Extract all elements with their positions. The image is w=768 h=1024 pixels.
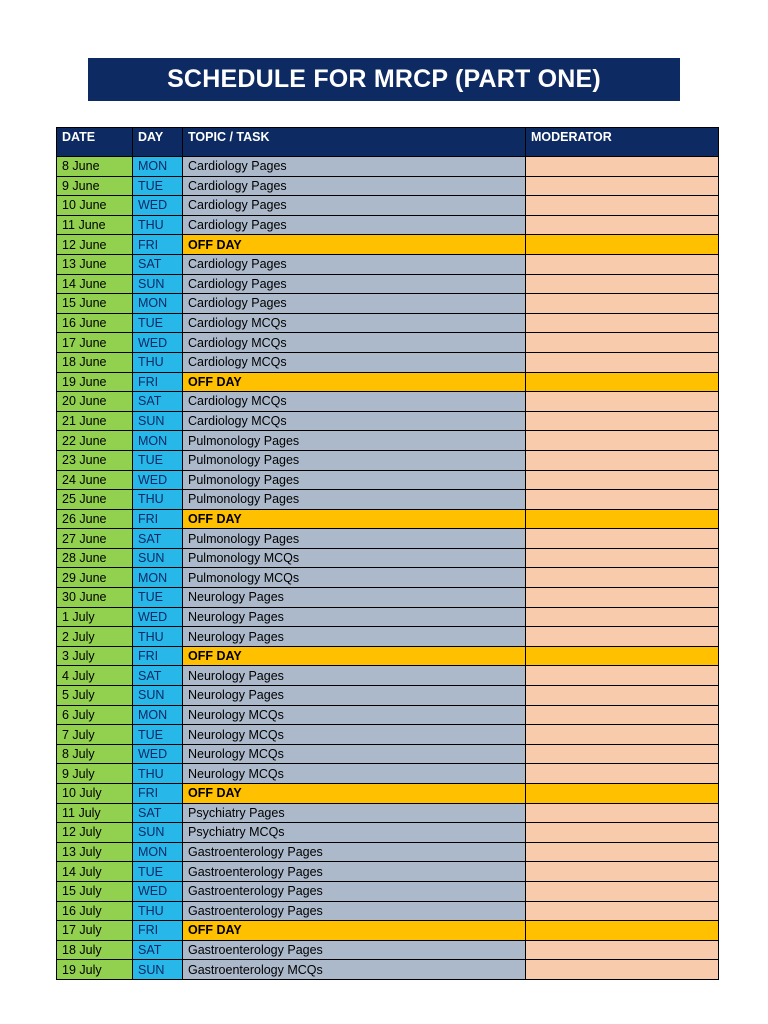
date-cell: 22 June (57, 431, 133, 451)
topic-cell: Neurology Pages (183, 666, 526, 686)
moderator-cell (526, 764, 719, 784)
date-cell: 9 July (57, 764, 133, 784)
topic-cell: Psychiatry Pages (183, 803, 526, 823)
moderator-cell (526, 686, 719, 706)
topic-cell: Gastroenterology Pages (183, 901, 526, 921)
date-cell: 16 June (57, 313, 133, 333)
day-cell: TUE (133, 725, 183, 745)
moderator-cell (526, 176, 719, 196)
date-cell: 27 June (57, 529, 133, 549)
topic-cell: Cardiology Pages (183, 274, 526, 294)
table-row (57, 960, 719, 980)
table-row (57, 490, 719, 510)
date-cell: 9 June (57, 176, 133, 196)
table-row (57, 392, 719, 412)
date-cell: 26 June (57, 509, 133, 529)
day-cell: FRI (133, 921, 183, 941)
date-cell: 14 July (57, 862, 133, 882)
moderator-cell (526, 627, 719, 647)
topic-cell: Cardiology MCQs (183, 392, 526, 412)
date-cell: 24 June (57, 470, 133, 490)
topic-cell: Neurology MCQs (183, 744, 526, 764)
date-cell: 21 June (57, 411, 133, 431)
topic-cell: Gastroenterology Pages (183, 940, 526, 960)
date-cell: 30 June (57, 588, 133, 608)
off-day-row (57, 784, 719, 804)
day-cell: WED (133, 333, 183, 353)
moderator-cell (526, 352, 719, 372)
table-row (57, 157, 719, 177)
moderator-cell (526, 372, 719, 392)
table-row (57, 881, 719, 901)
date-cell: 15 June (57, 294, 133, 314)
date-cell: 10 June (57, 196, 133, 216)
page-title: SCHEDULE FOR MRCP (PART ONE) (88, 58, 680, 101)
topic-cell: Pulmonology Pages (183, 490, 526, 510)
moderator-cell (526, 862, 719, 882)
topic-cell: Cardiology MCQs (183, 411, 526, 431)
table-row (57, 411, 719, 431)
moderator-cell (526, 960, 719, 980)
moderator-cell (526, 705, 719, 725)
date-cell: 3 July (57, 646, 133, 666)
moderator-cell (526, 548, 719, 568)
table-row (57, 294, 719, 314)
topic-cell: Neurology MCQs (183, 705, 526, 725)
day-cell: THU (133, 490, 183, 510)
table-row (57, 431, 719, 451)
day-cell: SUN (133, 686, 183, 706)
table-row (57, 196, 719, 216)
date-cell: 17 June (57, 333, 133, 353)
topic-cell: Gastroenterology Pages (183, 842, 526, 862)
topic-cell: Pulmonology MCQs (183, 568, 526, 588)
date-cell: 11 July (57, 803, 133, 823)
moderator-cell (526, 235, 719, 255)
day-cell: FRI (133, 646, 183, 666)
date-cell: 17 July (57, 921, 133, 941)
day-cell: FRI (133, 372, 183, 392)
day-cell: THU (133, 901, 183, 921)
header-day: DAY (133, 128, 183, 157)
topic-cell: Pulmonology Pages (183, 431, 526, 451)
moderator-cell (526, 725, 719, 745)
table-row (57, 764, 719, 784)
topic-cell: Cardiology Pages (183, 176, 526, 196)
day-cell: MON (133, 568, 183, 588)
topic-cell: Pulmonology Pages (183, 529, 526, 549)
topic-cell: Cardiology Pages (183, 157, 526, 177)
day-cell: THU (133, 764, 183, 784)
day-cell: THU (133, 215, 183, 235)
moderator-cell (526, 294, 719, 314)
moderator-cell (526, 921, 719, 941)
topic-cell: OFF DAY (183, 646, 526, 666)
table-row (57, 333, 719, 353)
topic-cell: Cardiology Pages (183, 196, 526, 216)
table-row (57, 725, 719, 745)
topic-cell: OFF DAY (183, 784, 526, 804)
day-cell: TUE (133, 176, 183, 196)
date-cell: 14 June (57, 274, 133, 294)
day-cell: TUE (133, 588, 183, 608)
moderator-cell (526, 529, 719, 549)
header-topic: TOPIC / TASK (183, 128, 526, 157)
table-row (57, 215, 719, 235)
day-cell: SAT (133, 803, 183, 823)
table-row (57, 548, 719, 568)
topic-cell: Neurology Pages (183, 627, 526, 647)
date-cell: 25 June (57, 490, 133, 510)
topic-cell: Cardiology Pages (183, 294, 526, 314)
moderator-cell (526, 196, 719, 216)
day-cell: WED (133, 470, 183, 490)
table-row (57, 842, 719, 862)
table-row (57, 705, 719, 725)
moderator-cell (526, 157, 719, 177)
moderator-cell (526, 842, 719, 862)
date-cell: 6 July (57, 705, 133, 725)
date-cell: 10 July (57, 784, 133, 804)
header-date: DATE (57, 128, 133, 157)
table-row (57, 274, 719, 294)
table-row (57, 627, 719, 647)
topic-cell: OFF DAY (183, 372, 526, 392)
moderator-cell (526, 254, 719, 274)
day-cell: SUN (133, 823, 183, 843)
topic-cell: Cardiology MCQs (183, 352, 526, 372)
table-row (57, 862, 719, 882)
day-cell: WED (133, 607, 183, 627)
moderator-cell (526, 392, 719, 412)
moderator-cell (526, 901, 719, 921)
moderator-cell (526, 784, 719, 804)
date-cell: 12 July (57, 823, 133, 843)
table-row (57, 588, 719, 608)
day-cell: THU (133, 352, 183, 372)
date-cell: 8 July (57, 744, 133, 764)
moderator-cell (526, 470, 719, 490)
topic-cell: OFF DAY (183, 921, 526, 941)
date-cell: 15 July (57, 881, 133, 901)
day-cell: SAT (133, 529, 183, 549)
day-cell: SUN (133, 960, 183, 980)
table-row (57, 568, 719, 588)
date-cell: 7 July (57, 725, 133, 745)
day-cell: MON (133, 157, 183, 177)
date-cell: 2 July (57, 627, 133, 647)
table-row (57, 529, 719, 549)
schedule-table (56, 127, 719, 980)
day-cell: SAT (133, 940, 183, 960)
moderator-cell (526, 823, 719, 843)
moderator-cell (526, 803, 719, 823)
moderator-cell (526, 450, 719, 470)
date-cell: 18 June (57, 352, 133, 372)
topic-cell: Cardiology MCQs (183, 333, 526, 353)
day-cell: WED (133, 881, 183, 901)
day-cell: THU (133, 627, 183, 647)
topic-cell: OFF DAY (183, 509, 526, 529)
header-moderator: MODERATOR (526, 128, 719, 157)
table-row (57, 823, 719, 843)
moderator-cell (526, 411, 719, 431)
moderator-cell (526, 215, 719, 235)
table-row (57, 803, 719, 823)
header-row (57, 128, 719, 157)
topic-cell: Pulmonology MCQs (183, 548, 526, 568)
topic-cell: Neurology Pages (183, 686, 526, 706)
table-row (57, 666, 719, 686)
date-cell: 13 July (57, 842, 133, 862)
day-cell: WED (133, 196, 183, 216)
off-day-row (57, 646, 719, 666)
date-cell: 18 July (57, 940, 133, 960)
table-row (57, 313, 719, 333)
off-day-row (57, 372, 719, 392)
date-cell: 13 June (57, 254, 133, 274)
date-cell: 4 July (57, 666, 133, 686)
topic-cell: Neurology MCQs (183, 725, 526, 745)
day-cell: TUE (133, 450, 183, 470)
table-row (57, 176, 719, 196)
moderator-cell (526, 607, 719, 627)
off-day-row (57, 235, 719, 255)
day-cell: WED (133, 744, 183, 764)
day-cell: MON (133, 431, 183, 451)
day-cell: SAT (133, 254, 183, 274)
date-cell: 12 June (57, 235, 133, 255)
table-row (57, 470, 719, 490)
moderator-cell (526, 509, 719, 529)
date-cell: 16 July (57, 901, 133, 921)
topic-cell: Psychiatry MCQs (183, 823, 526, 843)
date-cell: 8 June (57, 157, 133, 177)
date-cell: 23 June (57, 450, 133, 470)
moderator-cell (526, 588, 719, 608)
day-cell: TUE (133, 313, 183, 333)
day-cell: SUN (133, 411, 183, 431)
topic-cell: Pulmonology Pages (183, 450, 526, 470)
day-cell: FRI (133, 235, 183, 255)
moderator-cell (526, 333, 719, 353)
day-cell: SAT (133, 666, 183, 686)
topic-cell: Gastroenterology Pages (183, 862, 526, 882)
topic-cell: Neurology Pages (183, 607, 526, 627)
topic-cell: OFF DAY (183, 235, 526, 255)
moderator-cell (526, 940, 719, 960)
table-row (57, 940, 719, 960)
date-cell: 1 July (57, 607, 133, 627)
topic-cell: Gastroenterology MCQs (183, 960, 526, 980)
moderator-cell (526, 568, 719, 588)
table-row (57, 744, 719, 764)
moderator-cell (526, 881, 719, 901)
off-day-row (57, 921, 719, 941)
day-cell: MON (133, 294, 183, 314)
topic-cell: Neurology Pages (183, 588, 526, 608)
day-cell: SAT (133, 392, 183, 412)
topic-cell: Pulmonology Pages (183, 470, 526, 490)
moderator-cell (526, 666, 719, 686)
date-cell: 20 June (57, 392, 133, 412)
moderator-cell (526, 274, 719, 294)
topic-cell: Cardiology Pages (183, 215, 526, 235)
date-cell: 19 July (57, 960, 133, 980)
table-row (57, 686, 719, 706)
day-cell: TUE (133, 862, 183, 882)
day-cell: FRI (133, 509, 183, 529)
day-cell: MON (133, 842, 183, 862)
topic-cell: Cardiology Pages (183, 254, 526, 274)
schedule-body (57, 157, 719, 980)
day-cell: SUN (133, 274, 183, 294)
table-row (57, 254, 719, 274)
moderator-cell (526, 431, 719, 451)
table-row (57, 352, 719, 372)
topic-cell: Neurology MCQs (183, 764, 526, 784)
day-cell: MON (133, 705, 183, 725)
date-cell: 29 June (57, 568, 133, 588)
topic-cell: Gastroenterology Pages (183, 881, 526, 901)
date-cell: 28 June (57, 548, 133, 568)
date-cell: 11 June (57, 215, 133, 235)
date-cell: 5 July (57, 686, 133, 706)
table-row (57, 607, 719, 627)
table-row (57, 450, 719, 470)
moderator-cell (526, 490, 719, 510)
day-cell: SUN (133, 548, 183, 568)
moderator-cell (526, 313, 719, 333)
table-row (57, 901, 719, 921)
moderator-cell (526, 646, 719, 666)
off-day-row (57, 509, 719, 529)
date-cell: 19 June (57, 372, 133, 392)
moderator-cell (526, 744, 719, 764)
topic-cell: Cardiology MCQs (183, 313, 526, 333)
day-cell: FRI (133, 784, 183, 804)
